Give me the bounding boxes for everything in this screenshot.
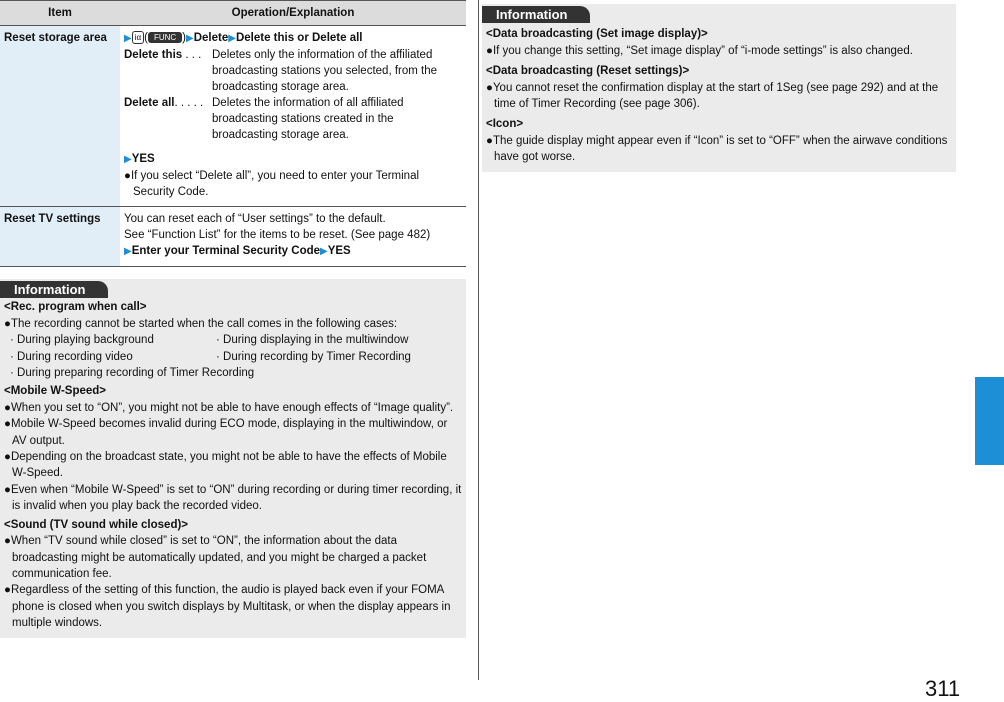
arrow-icon: ▶ — [124, 33, 132, 44]
right-column — [482, 0, 956, 172]
side-tab-label: 1Seg — [978, 400, 997, 441]
arrow-icon: ▶ — [186, 33, 194, 44]
section-heading: <Data broadcasting (Reset settings)> — [486, 65, 690, 78]
list-item: · During preparing recording of Timer Recording — [10, 367, 255, 380]
operations-table — [0, 0, 466, 267]
bullet: ●Regardless of the setting of this function, the audio is played back even if your FOMA phone is closed when you switch displays by Multitask, or when the display appears in multiple windows. — [4, 584, 451, 630]
def-desc: Deletes the information of all affiliated broadcasting stations created in the broadcasting storage area. — [212, 97, 404, 141]
section-heading: <Icon> — [486, 118, 524, 131]
row-operation — [120, 207, 466, 267]
page-number: 311 — [925, 676, 961, 701]
row-item-reset-tv-settings: Reset TV settings — [0, 207, 120, 267]
text-line: You can reset each of “User settings” to the default. — [124, 213, 386, 225]
op-yes: YES — [131, 153, 155, 165]
section-heading: <Sound (TV sound while closed)> — [4, 518, 189, 531]
table-row — [0, 26, 466, 207]
arrow-icon: ▶ — [320, 246, 328, 257]
list-item: · During recording by Timer Recording — [216, 350, 411, 363]
def-term: Delete all — [124, 97, 175, 109]
text-line: See “Function List” for the items to be reset. (See page 482) — [124, 229, 431, 241]
bullet: ●The guide display might appear even if “Icon” is set to “OFF” when the airwave conditions have got worse. — [486, 134, 948, 164]
op-delete-choice: Delete this or Delete all — [235, 32, 363, 44]
arrow-icon: ▶ — [124, 246, 132, 257]
list-item: · During displaying in the multiwindow — [216, 334, 409, 347]
bullet: ●You cannot reset the confirmation display at the start of 1Seg (see page 292) and at the time of Timer Recording (see page 306). — [486, 81, 939, 111]
op-delete: Delete — [193, 32, 229, 44]
section-heading: <Data broadcasting (Set image display)> — [486, 28, 708, 41]
table-row — [0, 207, 466, 267]
information-box-left — [0, 279, 466, 638]
list-item: · During playing background — [10, 334, 154, 347]
column-divider — [478, 0, 479, 680]
section-heading: <Mobile W-Speed> — [4, 385, 107, 398]
left-column — [0, 0, 466, 638]
op-enter-code: Enter your Terminal Security Code — [131, 245, 321, 257]
table-header-operation: Operation/Explanation — [120, 1, 466, 26]
bullet: ●Depending on the broadcast state, you might not be able to have the effects of Mobile W-Speed. — [4, 451, 447, 480]
row-operation: ▶ iα ( FUNC )▶Delete▶Delete this or Delete all Delete this . . . Deletes only the information of the affiliated broadcasting stations you selected, from the broadcasting storage area. Delete all. . . . . Deletes the information of all affiliated broadcasting stations created in the broadcasting storage area. ▶YES ●If you select “Delete all”, you need to enter your Terminal Security Code. — [120, 26, 466, 207]
op-yes: YES — [327, 245, 351, 257]
bullet: ●Even when “Mobile W-Speed” is set to “ON” during recording or during timer recording, it is invalid when you play back the recorded video. — [4, 483, 462, 513]
definition-delete-all — [124, 95, 462, 143]
row-item-reset-storage-area: Reset storage area — [0, 26, 120, 207]
information-title: Information — [0, 281, 108, 298]
arrow-icon: ▶ — [228, 33, 236, 44]
case-list — [4, 332, 462, 381]
definition-delete-this — [124, 47, 462, 95]
information-title: Information — [482, 6, 590, 23]
bullet: ●If you change this setting, “Set image display” of “i-mode settings” is also changed. — [486, 44, 913, 57]
def-term: Delete this — [124, 49, 183, 61]
bullet: ●Mobile W-Speed becomes invalid during ECO mode, displaying in the multiwindow, or AV output. — [4, 418, 448, 447]
section-heading: <Rec. program when call> — [4, 301, 147, 314]
def-dots: . . . — [182, 49, 202, 61]
bullet: ●When “TV sound while closed” is set to “ON”, the information about the data broadcasting might be automatically updated, and you might be charged a packet communication fee. — [4, 535, 427, 580]
bullet: ●When you set to “ON”, you might not be able to have enough effects of “Image quality”. — [4, 401, 454, 414]
func-key-icon: FUNC — [148, 32, 182, 43]
imode-key-icon: iα — [132, 31, 144, 44]
bullet: ●The recording cannot be started when the call comes in the following cases: — [4, 317, 398, 330]
information-box-right — [482, 4, 956, 172]
def-desc: Deletes only the information of the affiliated broadcasting stations you selected, from the broadcasting storage area. — [212, 49, 438, 93]
note: ●If you select “Delete all”, you need to enter your Terminal Security Code. — [124, 170, 420, 198]
arrow-icon: ▶ — [124, 154, 132, 165]
table-header-item: Item — [0, 1, 120, 26]
list-item: · During recording video — [10, 350, 133, 363]
def-dots: . . . . . — [174, 97, 204, 109]
